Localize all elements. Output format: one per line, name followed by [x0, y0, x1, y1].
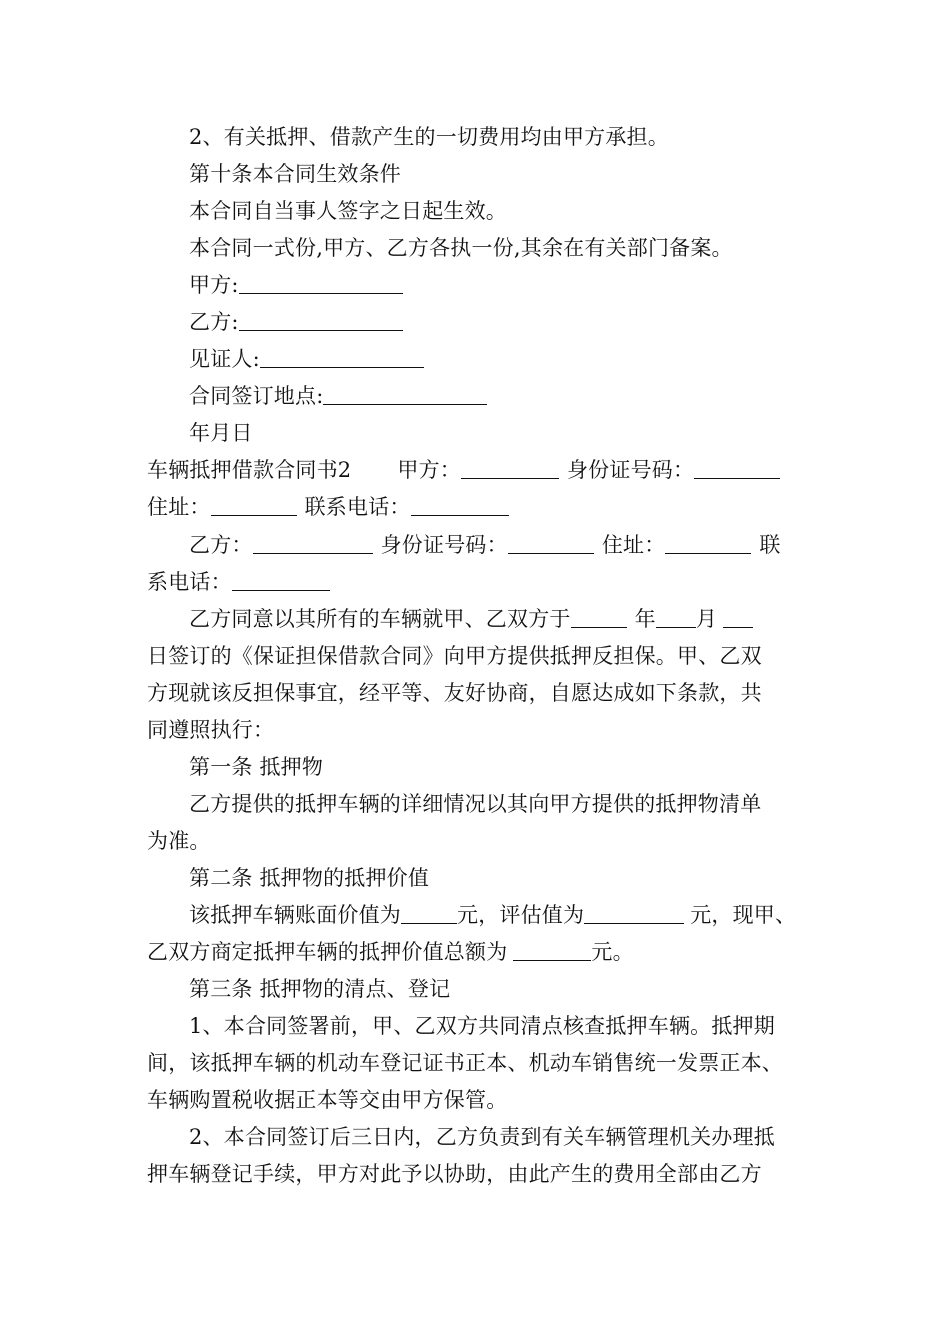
body-paragraph-line: 车辆购置税收据正本等交由甲方保管。 [147, 1088, 508, 1112]
party-info-line: 系电话： [147, 568, 827, 596]
signature-blank [260, 346, 424, 368]
body-paragraph-line: 乙方提供的抵押车辆的详细情况以其向甲方提供的抵押物清单 [189, 792, 762, 816]
contract-title-line: 车辆抵押借款合同书2 甲方： 身份证号码： [147, 456, 827, 484]
fill-blank [401, 902, 457, 924]
fill-blank [513, 939, 591, 961]
signature-party-b: 乙方: [189, 308, 869, 336]
body-paragraph-line: 方现就该反担保事宜，经平等、友好协商，自愿达成如下条款，共 [147, 681, 762, 705]
body-paragraph-line: 押车辆登记手续，甲方对此予以协助，由此产生的费用全部由乙方 [147, 1162, 762, 1186]
body-paragraph-line: 1、本合同签署前，甲、乙双方共同清点核查抵押车辆。抵押期 [189, 1014, 775, 1038]
signature-party-a: 甲方: [189, 271, 869, 299]
body-paragraph-line: 乙方同意以其所有的车辆就甲、乙双方于 年 月 [189, 605, 869, 633]
fill-blank [571, 606, 627, 628]
article-heading: 第三条 抵押物的清点、登记 [189, 977, 451, 1001]
fill-blank [211, 494, 297, 516]
fill-blank [232, 569, 330, 591]
clause-text: 2、有关抵押、借款产生的一切费用均由甲方承担。 [189, 125, 669, 149]
fill-blank [723, 606, 753, 628]
clause-text: 本合同自当事人签字之日起生效。 [189, 199, 507, 223]
contract-title: 车辆抵押借款合同书2 [147, 458, 352, 482]
signature-blank [323, 383, 487, 405]
body-paragraph-line: 同遵照执行： [147, 718, 275, 742]
fill-blank [508, 532, 594, 554]
signature-witness: 见证人: [189, 345, 869, 373]
fill-blank [694, 457, 780, 479]
body-paragraph-line: 乙双方商定抵押车辆的抵押价值总额为 元。 [147, 940, 634, 964]
body-paragraph-line: 间，该抵押车辆的机动车登记证书正本、机动车销售统一发票正本、 [147, 1051, 783, 1075]
party-info-line: 住址： 联系电话： [147, 493, 827, 521]
fill-blank [584, 902, 684, 924]
fill-blank [411, 494, 509, 516]
signing-date: 年月日 [189, 421, 253, 445]
article-heading: 第二条 抵押物的抵押价值 [189, 866, 430, 890]
signature-blank [239, 309, 403, 331]
fill-blank [461, 457, 559, 479]
signature-blank [239, 272, 403, 294]
body-paragraph-line: 2、本合同签订后三日内，乙方负责到有关车辆管理机关办理抵 [189, 1125, 775, 1149]
clause-text: 本合同一式份,甲方、乙方各执一份,其余在有关部门备案。 [189, 236, 733, 260]
body-paragraph-line: 日签订的《保证担保借款合同》向甲方提供抵押反担保。甲、乙双 [147, 644, 762, 668]
party-info-line: 乙方： 身份证号码： 住址： 联 [189, 533, 781, 557]
fill-blank [656, 606, 696, 628]
article-heading: 第一条 抵押物 [189, 755, 324, 779]
signing-place: 合同签订地点: [189, 382, 869, 410]
body-paragraph-line: 该抵押车辆账面价值为 元，评估值为 元，现甲、 [189, 903, 797, 927]
fill-blank [665, 532, 751, 554]
fill-blank [253, 532, 373, 554]
body-paragraph-line: 为准。 [147, 829, 211, 853]
article-heading: 第十条本合同生效条件 [189, 162, 401, 186]
